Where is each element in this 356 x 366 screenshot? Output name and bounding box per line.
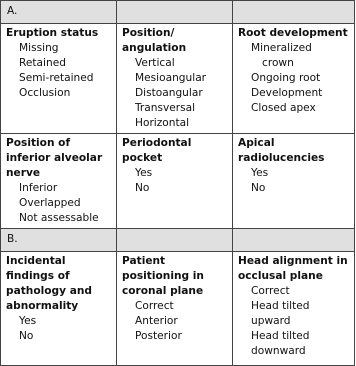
periodontal-pocket-cell [117, 134, 233, 229]
cell-heading: Apical radiolucencies [238, 137, 325, 164]
section-a-row-1 [1, 24, 355, 134]
root-development-cell [233, 24, 355, 134]
inferior-alveolar-nerve-cell [1, 134, 117, 229]
cell-item: No [19, 330, 34, 342]
patient-positioning-cell [117, 252, 233, 366]
cell-item: Anterior [135, 315, 178, 327]
cell-item: Retained [19, 57, 66, 69]
cell-item: Closed apex [251, 102, 316, 114]
cell-item: Overlapped [19, 197, 81, 209]
head-alignment-cell [233, 252, 355, 366]
cell-item: Semi-retained [19, 72, 94, 84]
cell-item: No [135, 182, 150, 194]
cell-heading: Eruption status [6, 27, 99, 39]
cell-item: Occlusion [19, 87, 71, 99]
section-a-blank-cell [117, 1, 233, 24]
cell-item: Ongoing root [251, 72, 321, 84]
cell-item: Yes [135, 167, 153, 179]
section-a-header-row [1, 1, 355, 24]
apical-radiolucencies-cell [233, 134, 355, 229]
cell-item: Horizontal [135, 117, 190, 129]
cell-item: Yes [19, 315, 37, 327]
section-b-header-row [1, 229, 355, 252]
cell-item: Development [251, 87, 323, 99]
position-angulation-cell [117, 24, 233, 134]
section-b-blank-cell [233, 229, 355, 252]
cell-item: Correct [251, 285, 290, 297]
cell-heading: Position of inferior alveolar nerve [6, 137, 103, 179]
cell-item: Not assessable [19, 212, 99, 224]
cell-heading: Head alignment in occlusal plane [238, 255, 348, 282]
section-b-blank-cell [117, 229, 233, 252]
cell-item: Missing [19, 42, 59, 54]
cell-item: crown [262, 57, 294, 69]
section-b-row-1 [1, 252, 355, 366]
cell-item: No [251, 182, 266, 194]
section-b-label: B. [1, 229, 117, 252]
cell-item: Posterior [135, 330, 182, 342]
cell-item: Mesioangular [135, 72, 207, 84]
cell-item: Vertical [135, 57, 175, 69]
incidental-findings-cell [1, 252, 117, 366]
cell-item: Transversal [135, 102, 196, 114]
cell-item: Yes [251, 167, 269, 179]
section-a-blank-cell [233, 1, 355, 24]
cell-heading: Incidental findings of pathology and abnormality [6, 255, 92, 312]
cell-item: Distoangular [135, 87, 203, 99]
cell-item: Correct [135, 300, 174, 312]
cell-heading: Position/ angulation [122, 27, 187, 54]
section-a-row-2 [1, 134, 355, 229]
cell-heading: Patient positioning in coronal plane [122, 255, 204, 297]
cell-item: Head tilted upward [251, 300, 310, 327]
cell-item: Mineralized [251, 42, 312, 54]
cell-item: Inferior [19, 182, 58, 194]
eruption-status-cell [1, 24, 117, 134]
cell-heading: Periodontal pocket [122, 137, 192, 164]
section-a-label: A. [1, 1, 117, 24]
cell-item: Head tilted downward [251, 330, 310, 357]
cell-heading: Root development [238, 27, 348, 39]
